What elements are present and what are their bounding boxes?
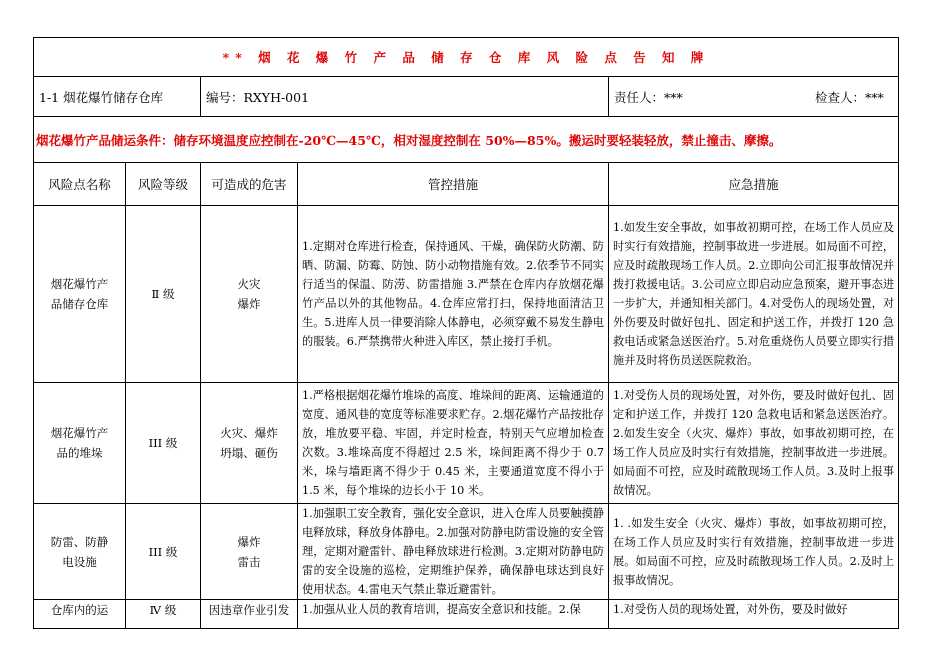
inspector-label: 检查人：*** bbox=[815, 89, 884, 105]
risk-name: 防雷、防静电设施 bbox=[34, 504, 126, 600]
table-row bbox=[34, 504, 899, 600]
code-label: 编号：RXYH-001 bbox=[201, 77, 609, 117]
responsible-label: 责任人：*** bbox=[614, 89, 683, 105]
notice-title: ** 烟 花 爆 竹 产 品 储 存 仓 库 风 险 点 告 知 牌 bbox=[34, 38, 899, 77]
risk-control: 1.加强从业人员的教育培训，提高安全意识和技能。2.保 bbox=[298, 600, 609, 629]
risk-level: Ⅱ 级 bbox=[126, 206, 201, 383]
risk-emergency: 1. .如发生安全（火灾、爆炸）事故，如事故初期可控，在场工作人员应及时实行有效措施，控制事故进一步进展。如局面不可控，应及时疏散现场工作人员。2.及时上报事故情况。 bbox=[609, 504, 899, 600]
header-level: 风险等级 bbox=[126, 163, 201, 206]
risk-name: 烟花爆竹产品的堆垛 bbox=[34, 383, 126, 504]
risk-hazard: 火灾 爆炸 bbox=[201, 206, 298, 383]
risk-hazard: 因违章作业引发 bbox=[201, 600, 298, 629]
risk-hazard: 火灾、爆炸 坍塌、砸伤 bbox=[201, 383, 298, 504]
risk-name: 仓库内的运 bbox=[34, 600, 126, 629]
risk-emergency: 1.如发生安全事故，如事故初期可控，在场工作人员应及时实行有效措施，控制事故进一步进展。如局面不可控，应及时疏散现场工作人员。2.立即向公司汇报事故情况并拨打救援电话。3.公司应立即启动应急预案，避开事态进一步扩大，并通知相关部门。4.对受伤人的现场处置，对外伤要及时做好包扎、固定和护送工作，并拨打 120 急救电话或紧急送医治疗。5.对危重烧伤人员要立即实行措施并及时将伤员送医院救治。 bbox=[609, 206, 899, 383]
location-label: 1-1 烟花爆竹储存仓库 bbox=[34, 77, 201, 117]
header-hazard: 可造成的危害 bbox=[201, 163, 298, 206]
header-control: 管控措施 bbox=[298, 163, 609, 206]
risk-level: Ⅳ 级 bbox=[126, 600, 201, 629]
risk-name: 烟花爆竹产品储存仓库 bbox=[34, 206, 126, 383]
responsible-inspector bbox=[609, 77, 899, 117]
risk-hazard: 爆炸 雷击 bbox=[201, 504, 298, 600]
risk-level: III 级 bbox=[126, 504, 201, 600]
risk-emergency: 1.对受伤人员的现场处置，对外伤，要及时做好包扎、固定和护送工作，并拨打 120 急救电话和紧急送医治疗。2.如发生安全（火灾、爆炸）事故，如事故初期可控，在场工作人员应及时实行有效措施，控制事故进一步进展。如局面不可控，应及时疏散现场工作人员。3.及时上报事故情况。 bbox=[609, 383, 899, 504]
header-name: 风险点名称 bbox=[34, 163, 126, 206]
table-row bbox=[34, 383, 899, 504]
header-emergency: 应急措施 bbox=[609, 163, 899, 206]
risk-emergency: 1.对受伤人员的现场处置，对外伤，要及时做好 bbox=[609, 600, 899, 629]
table-row bbox=[34, 206, 899, 383]
risk-level: III 级 bbox=[126, 383, 201, 504]
risk-control: 1.定期对仓库进行检查，保持通风、干燥，确保防火防潮、防晒、防漏、防霉、防蚀、防小动物措施有效。2.依季节不同实行适当的保温、防涝、防雷措施 3.严禁在仓库内存放烟花爆竹产品以外的其他物品。4.仓库应常打扫，保持地面清洁卫生。5.进库人员一律要消除人体静电，必须穿戴不易发生静电的服装。6.严禁携带火种进入库区，禁止接打手机。 bbox=[298, 206, 609, 383]
risk-control: 1.加强职工安全教育，强化安全意识，进入仓库人员要触摸静电释放球，释放身体静电。2.加强对防静电防雷设施的安全管理，定期对避雷针、静电释放球进行检测。3.定期对防静电防雷的安全设施的巡检，定期维护保养，确保静电球达到良好使用状态。4.雷电天气禁止靠近避雷针。 bbox=[298, 504, 609, 600]
risk-notice-table bbox=[33, 37, 899, 629]
storage-condition: 烟花爆竹产品储运条件：储存环境温度应控制在-20℃—45℃，相对湿度控制在 50%—85%。搬运时要轻装轻放，禁止撞击、摩擦。 bbox=[34, 117, 899, 163]
risk-control: 1.严格根据烟花爆竹堆垛的高度、堆垛间的距离、运输通道的宽度、通风巷的宽度等标准要求贮存。2.烟花爆竹产品按批存放，堆放要平稳、牢固，并定时检查，特别天气应增加检查次数。3.堆垛高度不得超过 2.5 米，垛间距离不得少于 0.7 米，垛与墙距离不得少于 0.45 米，主要通道宽度不得小于 1.5 米，每个堆垛的边长小于 10 米。 bbox=[298, 383, 609, 504]
table-row bbox=[34, 600, 899, 629]
